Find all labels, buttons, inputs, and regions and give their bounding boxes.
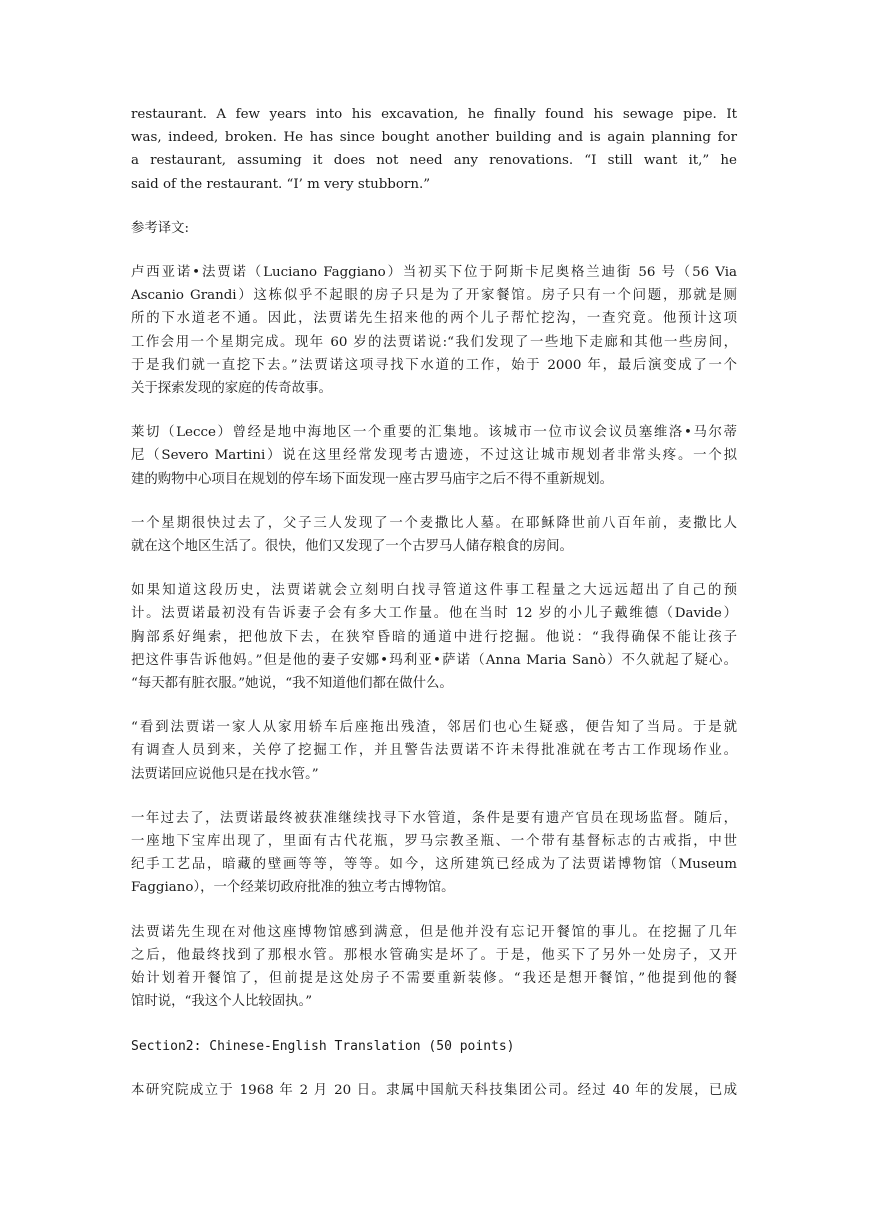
text-line: 一个星期很快过去了，父子三人发现了一个麦撒比人墓。在耶稣降世前八百年前，麦撒比人 [131, 515, 737, 531]
text-line: Faggiano），一个经莱切政府批准的独立考古博物馆。 [131, 880, 455, 896]
text-line: 尼（Severo Martini）说在这里经常发现考古遗迹，不过这让城市规划者非常头疼。一个拟 [131, 448, 737, 464]
text-line: 一座地下宝库出现了，里面有古代花瓶，罗马宗教圣瓶、一个带有基督标志的古戒指，中世 [131, 834, 737, 850]
translation-paragraph-5 [131, 716, 737, 786]
text-line: restaurant. A few years into his excavation, he finally found his sewage pipe. It [131, 107, 737, 122]
text-line: “看到法贾诺一家人从家用轿车后座拖出残渣，邻居们也心生疑惑，便告知了当局。于是就 [131, 720, 737, 736]
text-line: 于是我们就一直挖下去。”法贾诺这项寻找下水道的工作，始于 2000 年，最后演变成了一个 [131, 357, 737, 373]
text-line: 如果知道这段历史，法贾诺就会立刻明白找寻管道这件事工程量之大远远超出了自己的预 [131, 583, 737, 599]
translation-paragraph-1 [131, 261, 737, 400]
text-line: 始计划着开餐馆了，但前提是这处房子不需要重新装修。“我还是想开餐馆，”他提到他的餐 [131, 971, 737, 987]
english-passage-tail [131, 103, 737, 196]
text-line: a restaurant, assuming it does not need any renovations. “I still want it,” he [131, 153, 737, 169]
text-line: 卢西亚诺•法贾诺（Luciano Faggiano）当初买下位于阿斯卡尼奥格兰迪街 56 号（56 Via [131, 265, 737, 281]
text-line: 建的购物中心项目在规划的停车场下面发现一座古罗马庙宇之后不得不重新规划。 [131, 471, 614, 487]
text-line: 纪手工艺品，暗藏的壁画等等，等等。如今，这所建筑已经成为了法贾诺博物馆（Museum [131, 857, 737, 873]
reference-translation-heading: 参考译文: [131, 220, 190, 236]
text-line: 计。法贾诺最初没有告诉妻子会有多大工作量。他在当时 12 岁的小儿子戴维德（Davide） [131, 606, 737, 622]
text-line: said of the restaurant. “I’ m very stubborn.” [131, 176, 431, 192]
translation-paragraph-7 [131, 921, 737, 1014]
text-line: 有调查人员到来，关停了挖掘工作，并且警告法贾诺不许未得批准就在考古工作现场作业。 [131, 743, 737, 759]
text-line: 胸部系好绳索，把他放下去，在狭窄昏暗的通道中进行挖掘。他说：“我得确保不能让孩子 [131, 629, 737, 645]
text-line: 所的下水道老不通。因此，法贾诺先生招来他的两个儿子帮忙挖沟，一查究竟。他预计这项 [131, 311, 737, 327]
translation-paragraph-4 [131, 579, 737, 695]
text-line: 关于探索发现的家庭的传奇故事。 [131, 381, 332, 397]
translation-paragraph-2 [131, 421, 737, 491]
translation-paragraph-3 [131, 512, 737, 558]
text-line: Ascanio Grandi）这栋似乎不起眼的房子只是为了开家餐馆。房子只有一个问题，那就是厕 [131, 288, 737, 304]
text-line: “每天都有脏衣服。”她说，“我不知道他们都在做什么。 [131, 676, 453, 692]
text-line: 馆时说，“我这个人比较固执。” [131, 994, 313, 1010]
text-line: was, indeed, broken. He has since bought another building and is again planning for [131, 130, 737, 146]
text-line: 工作会用一个星期完成。现年 60 岁的法贾诺说:“我们发现了一些地下走廊和其他一些房间， [131, 334, 737, 350]
text-line: 本研究院成立于 1968 年 2 月 20 日。隶属中国航天科技集团公司。经过 40 年的发展，已成 [131, 1082, 737, 1098]
section2-paragraph [131, 1079, 737, 1102]
translation-paragraph-6 [131, 807, 737, 900]
text-line: 法贾诺回应说他只是在找水管。” [131, 766, 319, 782]
text-line: 之后，他最终找到了那根水管。那根水管确实是坏了。于是，他买下了另外一处房子，又开 [131, 947, 737, 963]
text-line: 莱切（Lecce）曾经是地中海地区一个重要的汇集地。该城市一位市议会议员塞维洛•马尔蒂 [131, 425, 737, 441]
document-page [131, 103, 737, 1123]
text-line: 把这件事告诉他妈。”但是他的妻子安娜•玛利亚•萨诺（Anna Maria Sanò）不久就起了疑心。 [131, 652, 737, 668]
text-line: 法贾诺先生现在对他这座博物馆感到满意，但是他并没有忘记开餐馆的事儿。在挖掘了几年 [131, 924, 737, 940]
text-line: 一年过去了，法贾诺最终被获准继续找寻下水管道，条件是要有遗产官员在现场监督。随后， [131, 810, 737, 826]
text-line: 就在这个地区生活了。很快，他们又发现了一个古罗马人储存粮食的房间。 [131, 539, 573, 555]
section2-heading: Section2: Chinese-English Translation (50 points) [131, 1038, 515, 1054]
